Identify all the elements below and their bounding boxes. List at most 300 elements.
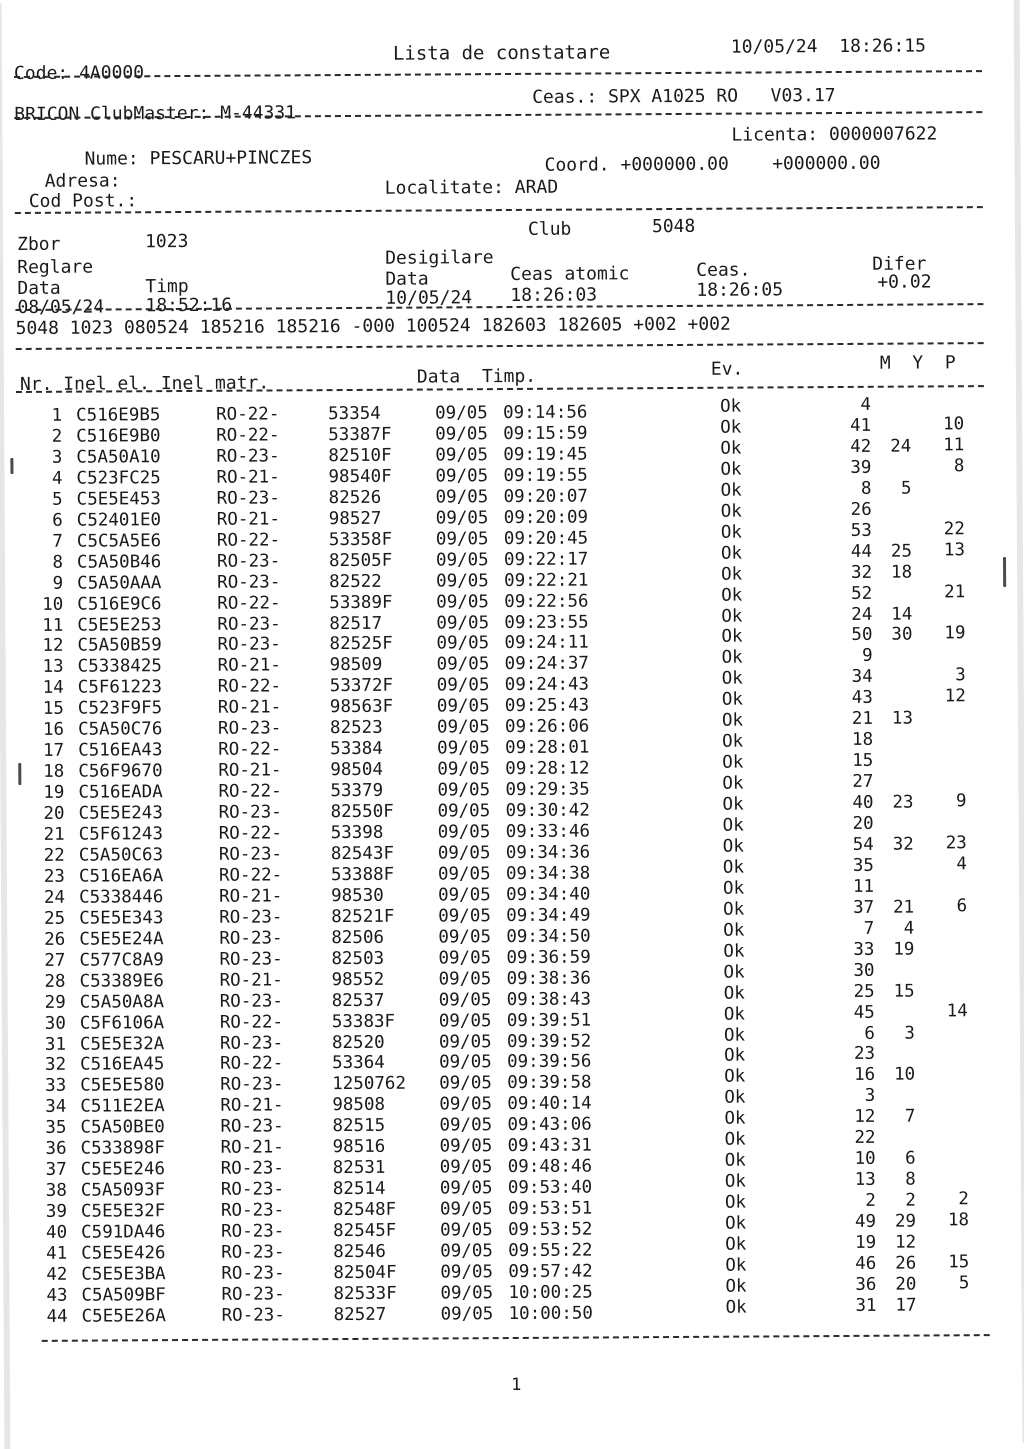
cell-inel-matr-prefix: RO-23-: [221, 1284, 284, 1304]
cell-inel-matr-prefix: RO-23-: [220, 1033, 283, 1053]
cell-m: 10: [848, 1149, 876, 1169]
cell-nr: 16: [22, 720, 64, 740]
cell-nr: 40: [25, 1223, 67, 1243]
cell-inel-matr: 53379: [330, 781, 438, 802]
cell-inel-matr: 82505F: [329, 550, 437, 571]
cell-inel-matr: 53372F: [330, 676, 438, 697]
cell-inel-matr-prefix: RO-21-: [221, 1138, 284, 1158]
cell-nr: 23: [23, 867, 65, 887]
cell-inel-matr-prefix: RO-23-: [216, 446, 279, 466]
cell-p: 3: [938, 666, 966, 686]
desigilare-label: Desigilare: [385, 247, 494, 269]
cell-inel-matr: 98563F: [330, 697, 438, 718]
cell-data: 09/05: [438, 843, 491, 863]
cell-data: 09/05: [440, 1283, 493, 1303]
cell-nr: 19: [22, 783, 64, 803]
cell-inel-matr: 82527: [334, 1304, 442, 1325]
cell-inel-matr: 98504: [330, 760, 438, 781]
cell-m: 36: [848, 1275, 876, 1295]
cell-ev: Ok: [724, 1109, 745, 1129]
cell-timp: 09:48:46: [508, 1157, 592, 1178]
header-divider-5: [16, 342, 984, 350]
cell-inel-matr-prefix: RO-22-: [218, 677, 281, 697]
cell-m: 33: [846, 939, 874, 959]
cell-inel-matr-prefix: RO-23-: [219, 907, 282, 927]
cell-m: 18: [845, 730, 873, 750]
cell-y: 20: [888, 1274, 916, 1294]
cell-data: 09/05: [440, 1241, 493, 1261]
cell-ev: Ok: [725, 1235, 746, 1255]
cell-ev: Ok: [723, 816, 744, 836]
cell-inel-el: C516EA45: [80, 1055, 164, 1076]
cell-m: 45: [847, 1002, 875, 1022]
cell-inel-matr: 82531: [333, 1158, 441, 1179]
cell-m: 19: [848, 1233, 876, 1253]
localitate-field: Localitate: ARAD: [385, 177, 559, 199]
cell-data: 09/05: [436, 634, 489, 654]
ceas-atomic-label: Ceas atomic: [510, 263, 629, 285]
cell-inel-matr: 82546: [333, 1241, 441, 1262]
cell-nr: 36: [25, 1139, 67, 1159]
cell-ev: Ok: [725, 1276, 746, 1296]
cell-nr: 44: [26, 1307, 68, 1327]
cell-data: 09/05: [437, 759, 490, 779]
cell-inel-matr-prefix: RO-22-: [219, 823, 282, 843]
cell-inel-matr-prefix: RO-23-: [219, 844, 282, 864]
cell-nr: 34: [24, 1097, 66, 1117]
cell-timp: 09:25:43: [505, 696, 589, 717]
cell-inel-matr: 82514: [333, 1179, 441, 1200]
cell-p: 15: [941, 1252, 969, 1272]
cell-inel-matr: 82521F: [331, 906, 439, 927]
cell-timp: 09:22:17: [504, 549, 588, 570]
cell-nr: 13: [22, 657, 64, 677]
cell-nr: 32: [24, 1055, 66, 1075]
cell-m: 54: [846, 835, 874, 855]
cell-y: 30: [884, 625, 912, 645]
cell-nr: 29: [24, 992, 66, 1012]
cell-inel-el: C5A50A10: [76, 447, 160, 468]
cell-data: 09/05: [439, 969, 492, 989]
cell-y: 7: [887, 1107, 915, 1127]
ceas-label: Ceas.: [696, 260, 750, 281]
cell-data: 09/05: [436, 592, 489, 612]
cell-p: 9: [938, 791, 966, 811]
cell-nr: 2: [20, 427, 62, 447]
cell-data: 09/05: [440, 1136, 493, 1156]
cell-inel-matr: 82543F: [331, 843, 439, 864]
table-bottom-divider: [42, 1334, 990, 1342]
cell-data: 09/05: [439, 1032, 492, 1052]
reglare-label: Reglare: [17, 257, 93, 278]
cell-timp: 09:20:45: [504, 528, 588, 549]
cell-p: 5: [941, 1273, 969, 1293]
scan-speck: [1003, 557, 1006, 587]
cell-inel-el: C5E5E253: [77, 615, 161, 636]
cell-timp: 09:39:56: [507, 1052, 591, 1073]
cell-timp: 10:00:50: [509, 1303, 593, 1324]
cell-m: 15: [845, 751, 873, 771]
cell-inel-matr-prefix: RO-23-: [221, 1263, 284, 1283]
cell-ev: Ok: [722, 690, 743, 710]
cell-ev: Ok: [723, 920, 744, 940]
cell-inel-matr-prefix: RO-21-: [218, 656, 281, 676]
cell-m: 12: [847, 1107, 875, 1127]
cell-y: 17: [889, 1295, 917, 1315]
cell-m: 41: [843, 416, 871, 436]
desigilare-data-label: Data: [385, 269, 428, 290]
cell-ev: Ok: [722, 711, 743, 731]
cell-nr: 27: [23, 950, 65, 970]
cell-inel-matr: 82510F: [328, 445, 436, 466]
cell-inel-matr: 82522: [329, 571, 437, 592]
zbor-label: Zbor: [17, 234, 60, 255]
cell-timp: 09:33:46: [506, 822, 590, 843]
cell-y: 24: [883, 436, 911, 456]
cell-m: 3: [847, 1086, 875, 1106]
cell-inel-matr-prefix: RO-21-: [216, 467, 279, 487]
cell-inel-matr-prefix: RO-23-: [217, 572, 280, 592]
cell-timp: 09:20:07: [504, 486, 588, 507]
cell-inel-matr: 82545F: [333, 1220, 441, 1241]
cell-timp: 09:28:01: [505, 738, 589, 759]
cell-m: 30: [846, 960, 874, 980]
cell-inel-matr: 98508: [332, 1095, 440, 1116]
cell-nr: 11: [21, 615, 63, 635]
cell-inel-matr-prefix: RO-23-: [221, 1180, 284, 1200]
cell-ev: Ok: [724, 1004, 745, 1024]
cell-m: 24: [844, 604, 872, 624]
cell-inel-el: C5E5E343: [79, 908, 163, 929]
cell-timp: 09:24:37: [505, 654, 589, 675]
cell-data: 09/05: [440, 1220, 493, 1240]
cell-m: 44: [844, 541, 872, 561]
cell-y: 3: [887, 1023, 915, 1043]
cell-inel-el: C511E2EA: [80, 1096, 164, 1117]
coord-field: Coord. +000000.00 +000000.00: [545, 153, 881, 176]
cell-data: 09/05: [435, 445, 488, 465]
cell-inel-matr: 53387F: [328, 424, 436, 445]
clubmaster-field: BRICON ClubMaster: M-44331: [14, 102, 296, 125]
cell-timp: 09:29:35: [505, 780, 589, 801]
cell-nr: 22: [23, 846, 65, 866]
cell-p: 11: [936, 435, 964, 455]
cell-y: 29: [888, 1212, 916, 1232]
cell-ev: Ok: [725, 1193, 746, 1213]
cell-inel-matr: 53398: [331, 822, 439, 843]
column-header-ev: Ev.: [711, 359, 744, 380]
cell-ev: Ok: [723, 837, 744, 857]
cell-inel-matr-prefix: RO-22-: [218, 740, 281, 760]
cell-timp: 09:22:21: [504, 570, 588, 591]
cell-data: 09/05: [439, 1094, 492, 1114]
scan-edge-right: [1014, 0, 1024, 1443]
cell-ev: Ok: [722, 753, 743, 773]
cell-m: 40: [845, 793, 873, 813]
cell-data: 09/05: [439, 1074, 492, 1094]
cell-inel-el: C5A50B46: [77, 552, 161, 573]
cell-timp: 09:53:51: [508, 1199, 592, 1220]
cell-inel-matr-prefix: RO-23-: [217, 614, 280, 634]
cell-nr: 38: [25, 1181, 67, 1201]
cell-data: 09/05: [439, 1053, 492, 1073]
cell-inel-el: C516EA43: [78, 740, 162, 761]
cell-inel-el: C5F6106A: [80, 1013, 164, 1034]
cell-nr: 6: [21, 510, 63, 530]
cell-timp: 09:15:59: [503, 423, 587, 444]
cell-inel-matr: 82525F: [329, 634, 437, 655]
cell-y: 32: [886, 834, 914, 854]
cell-timp: 09:34:38: [506, 863, 590, 884]
cell-timp: 09:38:36: [507, 968, 591, 989]
cell-inel-matr-prefix: RO-22-: [217, 530, 280, 550]
cell-data: 09/05: [439, 1011, 492, 1031]
cell-m: 49: [848, 1212, 876, 1232]
cell-y: 23: [885, 793, 913, 813]
cell-nr: 37: [25, 1160, 67, 1180]
licenta-field: Licenta: 0000007622: [731, 123, 937, 145]
cell-data: 09/05: [438, 864, 491, 884]
cell-ev: Ok: [724, 1130, 745, 1150]
column-header-data-timp: Data Timp.: [417, 366, 536, 388]
cell-inel-matr-prefix: RO-23-: [219, 928, 282, 948]
raw-data-line: 5048 1023 080524 185216 185216 -000 100524 182603 182605 +002 +002: [16, 314, 731, 339]
cell-data: 09/05: [437, 780, 490, 800]
cell-ev: Ok: [721, 585, 742, 605]
cell-timp: 09:34:50: [506, 926, 590, 947]
cell-inel-matr-prefix: RO-23-: [217, 551, 280, 571]
cell-data: 09/05: [436, 571, 489, 591]
cell-y: 4: [886, 918, 914, 938]
cell-m: 53: [844, 520, 872, 540]
cell-inel-matr: 82523: [330, 718, 438, 739]
page-number: 1: [511, 1375, 521, 1395]
cell-inel-matr-prefix: RO-23-: [221, 1221, 284, 1241]
cell-inel-el: C516EADA: [78, 782, 162, 803]
cell-inel-matr: 98540F: [328, 466, 436, 487]
cell-inel-el: C5A50BE0: [80, 1117, 164, 1138]
cell-inel-matr: 82520: [332, 1032, 440, 1053]
cell-inel-el: C5E5E243: [78, 803, 162, 824]
cell-nr: 14: [22, 678, 64, 698]
cell-data: 09/05: [440, 1178, 493, 1198]
cell-data: 09/05: [437, 696, 490, 716]
cell-inel-el: C5F61223: [78, 677, 162, 698]
cell-inel-el: C5E5E32F: [81, 1201, 165, 1222]
cell-m: 35: [846, 856, 874, 876]
cell-y: 21: [886, 897, 914, 917]
cell-m: 34: [845, 667, 873, 687]
cell-ev: Ok: [721, 606, 742, 626]
cell-data: 09/05: [437, 801, 490, 821]
cell-m: 22: [847, 1128, 875, 1148]
cell-m: 37: [846, 898, 874, 918]
cell-ev: Ok: [725, 1151, 746, 1171]
cell-p: 8: [936, 456, 964, 476]
cell-data: 09/05: [439, 990, 492, 1010]
cell-inel-matr: 82537: [332, 990, 440, 1011]
cell-nr: 15: [22, 699, 64, 719]
cell-timp: 09:40:14: [507, 1094, 591, 1115]
cell-p: 6: [939, 896, 967, 916]
cell-inel-matr: 98530: [331, 885, 439, 906]
cell-ev: Ok: [721, 543, 742, 563]
cell-inel-matr: 53383F: [332, 1011, 440, 1032]
cell-timp: 09:43:31: [508, 1136, 592, 1157]
cell-inel-matr-prefix: RO-21-: [219, 886, 282, 906]
cell-inel-matr-prefix: RO-22-: [218, 782, 281, 802]
zbor-value: 1023: [145, 231, 188, 252]
reglare-timp-label: Timp: [145, 276, 188, 297]
cell-timp: 09:30:42: [505, 801, 589, 822]
cell-m: 26: [844, 500, 872, 520]
cell-inel-matr: 53388F: [331, 864, 439, 885]
scan-speck: [18, 763, 21, 785]
adresa-field: Adresa:: [45, 170, 121, 191]
cell-m: 42: [843, 437, 871, 457]
cell-inel-matr: 82504F: [333, 1262, 441, 1283]
cell-ev: Ok: [722, 732, 743, 752]
cell-ev: Ok: [720, 397, 741, 417]
cell-inel-matr-prefix: RO-23-: [220, 1117, 283, 1137]
cell-m: 39: [843, 458, 871, 478]
cell-ev: Ok: [724, 1025, 745, 1045]
cell-y: 14: [884, 604, 912, 624]
cell-data: 09/05: [436, 613, 489, 633]
cell-inel-el: C5A50C63: [79, 845, 163, 866]
cell-nr: 20: [22, 804, 64, 824]
cell-timp: 09:39:51: [507, 1010, 591, 1031]
cell-m: 31: [849, 1296, 877, 1316]
cell-inel-matr-prefix: RO-23-: [220, 991, 283, 1011]
cell-inel-el: C533898F: [81, 1138, 165, 1159]
cell-inel-matr: 53354: [328, 403, 436, 424]
cell-timp: 09:55:22: [508, 1241, 592, 1262]
cell-nr: 8: [21, 552, 63, 572]
cell-nr: 4: [20, 469, 62, 489]
document-title: Lista de constatare: [393, 41, 610, 64]
cell-inel-matr-prefix: RO-23-: [218, 719, 281, 739]
cell-inel-matr-prefix: RO-22-: [220, 1054, 283, 1074]
code-field: Code: 4A0000: [14, 62, 144, 84]
cell-inel-matr-prefix: RO-21-: [220, 1096, 283, 1116]
cell-inel-el: C5F61243: [79, 824, 163, 845]
cell-ev: Ok: [725, 1172, 746, 1192]
cell-m: 25: [847, 981, 875, 1001]
cell-data: 09/05: [440, 1199, 493, 1219]
cell-inel-matr: 82517: [329, 613, 437, 634]
cell-data: 09/05: [438, 885, 491, 905]
desigilare-ceas-value: 18:26:05: [696, 279, 783, 301]
cell-nr: 17: [22, 741, 64, 761]
cell-ev: Ok: [723, 941, 744, 961]
cell-inel-matr-prefix: RO-21-: [217, 509, 280, 529]
cell-y: 15: [887, 981, 915, 1001]
difer-label: Difer: [872, 253, 926, 274]
cell-m: 7: [846, 919, 874, 939]
cell-data: 09/05: [440, 1157, 493, 1177]
cell-ev: Ok: [721, 627, 742, 647]
cell-data: 09/05: [435, 403, 488, 423]
cell-ev: Ok: [725, 1256, 746, 1276]
cell-ev: Ok: [724, 983, 745, 1003]
cell-inel-matr-prefix: RO-23-: [218, 802, 281, 822]
cell-nr: 10: [21, 594, 63, 614]
cell-timp: 09:14:56: [503, 403, 587, 424]
cell-inel-el: C523FC25: [76, 468, 160, 489]
cell-p: 18: [941, 1210, 969, 1230]
cell-data: 09/05: [436, 529, 489, 549]
cell-nr: 25: [23, 909, 65, 929]
cell-y: 26: [888, 1253, 916, 1273]
cell-ev: Ok: [722, 669, 743, 689]
cell-data: 09/05: [437, 675, 490, 695]
cell-ev: Ok: [720, 459, 741, 479]
cell-timp: 09:24:11: [504, 633, 588, 654]
cell-ev: Ok: [724, 1046, 745, 1066]
cell-inel-el: C5E5E426: [81, 1243, 165, 1264]
cell-nr: 39: [25, 1202, 67, 1222]
cell-inel-matr: 82526: [329, 487, 437, 508]
cell-ev: Ok: [721, 522, 742, 542]
cell-timp: 09:53:52: [508, 1220, 592, 1241]
reglare-data-value: 08/05/24: [17, 296, 104, 318]
cell-inel-matr-prefix: RO-23-: [221, 1200, 284, 1220]
cell-inel-el: C5E5E32A: [80, 1034, 164, 1055]
cell-timp: 09:53:40: [508, 1178, 592, 1199]
club-label: Club: [528, 219, 571, 240]
cell-ev: Ok: [724, 1067, 745, 1087]
cell-inel-matr: 82506: [331, 927, 439, 948]
cell-y: 10: [887, 1065, 915, 1085]
cell-timp: 09:43:06: [507, 1115, 591, 1136]
cell-inel-el: C5338425: [78, 657, 162, 678]
cell-inel-el: C5E5E246: [81, 1159, 165, 1180]
cell-timp: 09:39:58: [507, 1073, 591, 1094]
cell-m: 16: [847, 1065, 875, 1085]
cell-nr: 33: [24, 1076, 66, 1096]
cell-p: 2: [941, 1189, 969, 1209]
cell-nr: 28: [24, 971, 66, 991]
cell-inel-matr-prefix: RO-22-: [220, 1012, 283, 1032]
cell-timp: 09:24:43: [505, 675, 589, 696]
desigilare-atomic-value: 18:26:03: [510, 284, 597, 306]
cell-ev: Ok: [723, 878, 744, 898]
cell-nr: 5: [21, 490, 63, 510]
cell-inel-el: C5C5A5E6: [77, 531, 161, 552]
cell-m: 2: [848, 1191, 876, 1211]
cell-inel-el: C5A50B59: [77, 636, 161, 657]
cell-timp: 09:34:36: [506, 842, 590, 863]
header-divider-3: [15, 206, 983, 214]
cell-inel-el: C516E9B0: [76, 426, 160, 447]
cell-inel-matr: 98552: [332, 969, 440, 990]
cell-m: 4: [843, 395, 871, 415]
cell-data: 09/05: [440, 1262, 493, 1282]
cell-inel-matr-prefix: RO-23-: [221, 1159, 284, 1179]
cell-y: 12: [888, 1233, 916, 1253]
cell-inel-el: C523F9F5: [78, 698, 162, 719]
cell-inel-matr-prefix: RO-23-: [222, 1305, 285, 1325]
cell-inel-matr-prefix: RO-22-: [216, 404, 279, 424]
desigilare-data-value: 10/05/24: [385, 287, 472, 309]
cell-inel-el: C56F9670: [78, 761, 162, 782]
cell-ev: Ok: [721, 564, 742, 584]
cell-y: 18: [884, 562, 912, 582]
cell-inel-matr-prefix: RO-23-: [217, 488, 280, 508]
cell-inel-matr: 82533F: [333, 1283, 441, 1304]
cell-inel-matr: 53384: [330, 739, 438, 760]
